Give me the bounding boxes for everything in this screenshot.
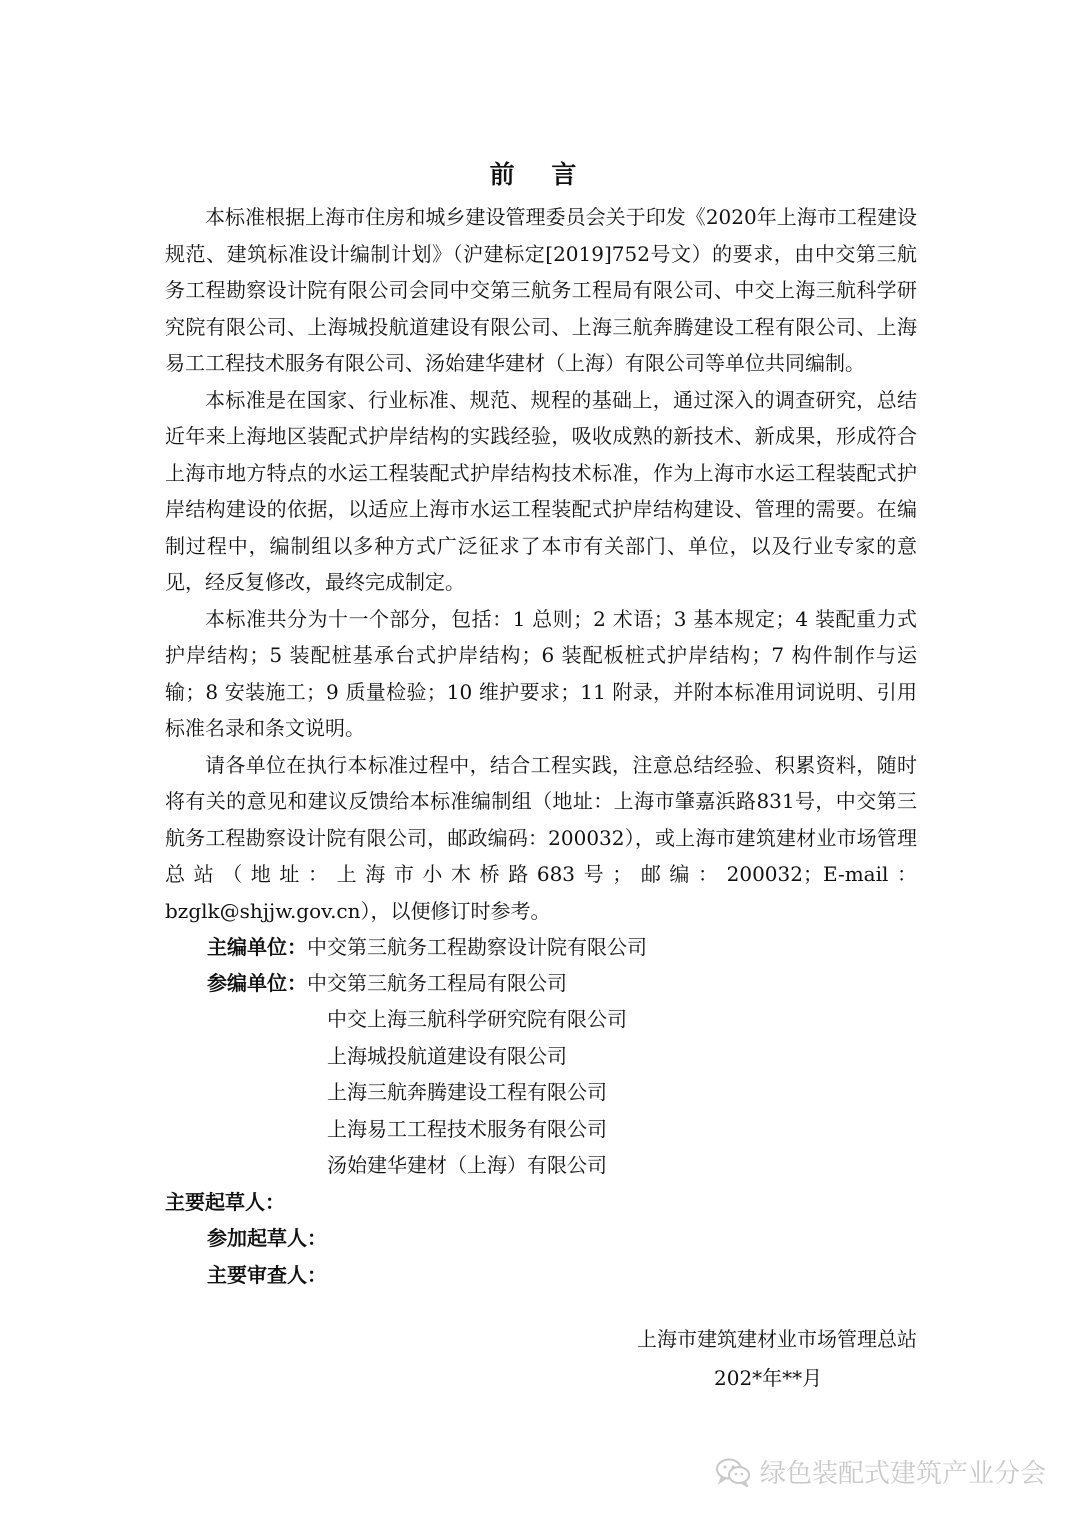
participating-unit-5: 上海易工工程技术服务有限公司 [327, 1116, 607, 1141]
main-reviewers-label: 主要审查人： [207, 1262, 327, 1287]
participating-unit-3: 上海城投航道建设有限公司 [327, 1043, 567, 1068]
participating-units-line [165, 965, 917, 1001]
paragraph-contents: 本标准共分为十一个部分，包括：1 总则；2 术语；3 基本规定；4 装配重力式护岸结构；5 装配桩基承台式护岸结构；6 装配板桩式护岸结构；7 构件制作与运输；8 安装施工；9 质量检验；10 维护要求；11 附录，并附本标准用词说明、引用标准名录和条文说明。 [165, 606, 917, 740]
chief-unit-name: 中交第三航务工程勘察设计院有限公司 [307, 935, 647, 959]
main-drafters-label: 主要起草人： [165, 1189, 285, 1214]
participating-unit-1: 中交第三航务工程局有限公司 [307, 971, 567, 995]
issue-date: 202*年**月 [714, 1366, 823, 1390]
paragraph-purpose: 本标准是在国家、行业标准、规范、规程的基础上，通过深入的调查研究，总结近年来上海地区装配式护岸结构的实践经验，吸收成熟的新技术、新成果，形成符合上海市地方特点的水运工程装配式护岸结构技术标准，作为上海市水运工程装配式护岸结构建设的依据，以适应上海市水运工程装配式护岸结构建设、管理的需要。在编制过程中，编制组以多种方式广泛征求了本市有关部门、单位，以及行业专家的意见，经反复修改，最终完成制定。 [165, 387, 917, 594]
paragraph-feedback: 请各单位在执行本标准过程中，结合工程实践，注意总结经验、积累资料，随时将有关的意见和建议反馈给本标准编制组（地址：上海市肇嘉浜路831号，中交第三航务工程勘察设计院有限公司，邮政编码：200032），或上海市建筑建材业市场管理总站（地址：上海市小木桥路683号；邮编：200032；E-mail：bzglk@shjjw.gov.cn），以便修订时参考。 [165, 752, 917, 923]
participating-unit-4: 上海三航奔腾建设工程有限公司 [327, 1080, 607, 1104]
chief-unit-line [165, 929, 917, 965]
participating-units-label: 参编单位： [207, 971, 307, 995]
preface-body [165, 199, 917, 1293]
watermark-text: 绿色装配式建筑产业分会 [759, 1459, 1046, 1489]
watermark [714, 1453, 1046, 1490]
chief-unit-label: 主编单位： [207, 935, 307, 959]
participating-unit-6: 汤始建华建材（上海）有限公司 [327, 1153, 607, 1177]
page-title: 前 言 [489, 160, 591, 189]
wechat-icon [714, 1457, 752, 1487]
participating-unit-2: 中交上海三航科学研究院有限公司 [327, 1007, 627, 1031]
issuing-organization: 上海市建筑建材业市场管理总站 [637, 1327, 917, 1351]
paragraph-basis: 本标准根据上海市住房和城乡建设管理委员会关于印发《2020年上海市工程建设规范、建筑标准设计编制计划》（沪建标定[2019]752号文）的要求，由中交第三航务工程勘察设计院有限公司会同中交第三航务工程局有限公司、中交上海三航科学研究院有限公司、上海城投航道建设有限公司、上海三航奔腾建设工程有限公司、上海易工工程技术服务有限公司、汤始建华建材（上海）有限公司等单位共同编制。 [165, 205, 917, 375]
participating-drafters-label: 参加起草人： [207, 1226, 327, 1250]
